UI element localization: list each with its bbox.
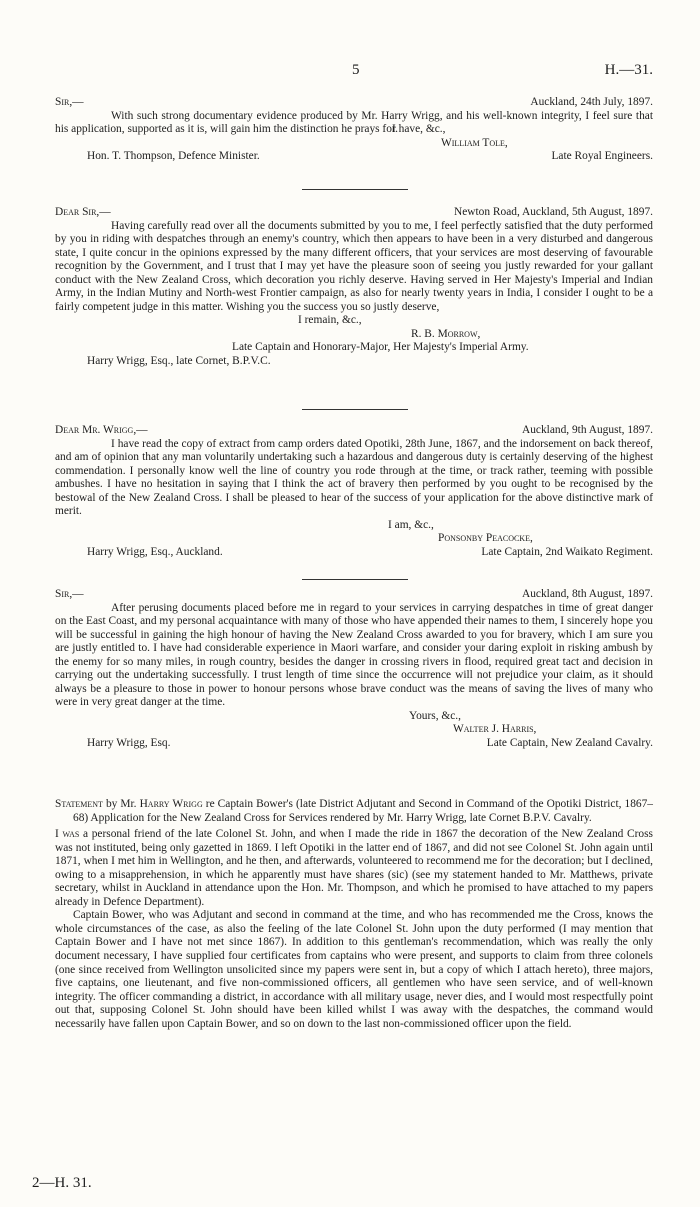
letter-body	[55, 438, 653, 519]
closing: I have, &c.,	[392, 123, 446, 136]
signatory-title: Late Captain and Honorary-Major, Her Majesty's Imperial Army.	[232, 341, 529, 354]
letter-header	[55, 424, 653, 438]
place-date: Auckland, 24th July, 1897.	[530, 96, 653, 108]
closing: Yours, &c.,	[409, 709, 462, 722]
letter-tole	[55, 96, 653, 164]
closing-row	[55, 710, 653, 724]
addressee-row	[55, 546, 653, 560]
letter-morrow	[55, 206, 653, 369]
signature: William Tole,	[441, 136, 508, 149]
signatory-title: Late Captain, New Zealand Cavalry.	[486, 737, 653, 750]
letter-body	[55, 220, 653, 315]
statement-author: Harry Wrigg	[139, 798, 203, 810]
signature-row	[55, 532, 653, 546]
salutation: Dear Mr. Wrigg,—	[55, 424, 148, 436]
addressee-row	[55, 355, 653, 369]
statement-paragraph: Captain Bower, who was Adjutant and second in command at the time, and who has recommended me the Cross, knows the whole circumstances of the case, as also the feeling of the late Colonel St. John upon the duty performed (I may mention that Captain Bower and I have not met since 1867). In addition to this gentleman's recommendation, which was really the only document necessary, I have supplied four certificates from captains who were present, and supports to claim from three colonels (one since received from Wellington unsolicited since my papers were sent in, but a copy of which I attach hereto), three majors, five captains, one lieutenant, and five non-commissioned officers, all gentlemen who have seen service, and of well-known integrity. The officer commanding a district, in accordance with all military usage, never dies, and I would most respectfully point out that, supposing Colonel St. John should have been killed whilst I was away with the despatches, the command would necessarily have fallen upon Captain Bower, and so on down to the last non-commissioned officer upon the field.	[55, 909, 653, 1030]
signature: R. B. Morrow,	[411, 327, 481, 340]
paragraph: After perusing documents placed before me in regard to your services in carrying despatches in time of great danger on the East Coast, and my personal acquaintance with many of those who have appended their names to them, I sincerely hope you will be successful in gaining the high honour of having the New Zealand Cross awarded to you for bravery, which I am sure you are justly entitled to. I have had considerable experience in Maori warfare, and consider your daring exploit in risking ambush by the enemy for so many miles, in rough country, besides the danger in crossing rivers in flood, required great tact and decision in carrying out the undertaking successfully. I trust length of time since the occurrence will not prejudice your claim, as it should always be a pleasure to those in power to honour persons whose brave conduct was the means of saving the lives of many who were in very great danger at the time.	[55, 601, 653, 709]
signatory-title: Late Captain, 2nd Waikato Regiment.	[481, 545, 653, 558]
statement	[55, 798, 653, 1031]
signature-row	[55, 328, 653, 342]
place-date: Auckland, 9th August, 1897.	[522, 424, 653, 436]
letter-header	[55, 588, 653, 602]
addressee: Harry Wrigg, Esq., late Cornet, B.P.V.C.	[87, 355, 271, 368]
paragraph-text: a personal friend of the late Colonel St. John, and when I made the ride in 1867 the decoration of the New Zealand Cross was not instituted, being only gazetted in 1869. I left Opotiki in the latter end of 1867, and did not see Colonel St. John again until 1871, when I met him in Wellington, and he then, and afterwards, volunteered to recommend me for the decoration; but I declined, owing to a misapprehension, in which he apparently must have shares (sic) (see my statement handed to Mr. Matthews, private secretary, whilst in Auckland in attendance upon the Hon. Mr. Thompson, and which he promised to have attached to my papers already in Defence Department).	[55, 828, 653, 908]
addressee: Harry Wrigg, Esq.	[87, 737, 171, 750]
paragraph: Having carefully read over all the documents submitted by you to me, I feel perfectly satisfied that the duty performed by you in riding with despatches through an enemy's country, which then appears to have been in a very disturbed and dangerous state, I quite concur in the opinions expressed by the many different officers, that your services are most deserving of favourable recognition by the Government, and I trust that I may yet have the pleasure soon of seeing you justly rewarded for your gallant conduct with the New Zealand Cross, which decoration you richly deserve. Having served in Her Majesty's Imperial and Indian Army, in the Indian Mutiny and North-west Frontier campaign, as also for nearly twenty years in India, I consider I ought to be a fairly competent judge in this matter. Wishing you the success you so justly deserve,	[55, 219, 653, 313]
addressee-row	[55, 737, 653, 751]
letter-harris	[55, 588, 653, 751]
paper-reference: H.—31.	[604, 62, 653, 78]
page-number: 5	[352, 62, 360, 78]
divider	[302, 189, 408, 190]
signature-row	[55, 723, 653, 737]
addressee: Harry Wrigg, Esq., Auckland.	[87, 545, 223, 558]
letter-body	[55, 602, 653, 710]
signature: Ponsonby Peacocke,	[438, 532, 533, 545]
title-row	[55, 341, 653, 355]
salutation: Sir,—	[55, 588, 84, 600]
closing-row	[55, 123, 653, 137]
signature: Walter J. Harris,	[453, 723, 537, 736]
place-date: Auckland, 8th August, 1897.	[522, 588, 653, 600]
place-date: Newton Road, Auckland, 5th August, 1897.	[453, 206, 653, 218]
page-header	[55, 62, 653, 82]
salutation: Sir,—	[55, 96, 84, 108]
statement-paragraph	[55, 828, 653, 909]
letter-peacocke	[55, 424, 653, 559]
salutation: Dear Sir,—	[55, 206, 111, 218]
divider	[302, 579, 408, 580]
statement-heading	[55, 798, 653, 825]
closing-row	[55, 314, 653, 328]
addressee-row	[55, 150, 653, 164]
closing: I am, &c.,	[388, 518, 434, 531]
closing-row	[55, 519, 653, 533]
statement-by: by Mr.	[105, 798, 137, 810]
divider	[302, 409, 408, 410]
opening-caps: I was	[55, 828, 80, 841]
addressee: Hon. T. Thompson, Defence Minister.	[87, 150, 260, 163]
paragraph: I have read the copy of extract from camp orders dated Opotiki, 28th June, 1867, and the indorsement on back thereof, and am of opinion that any man voluntarily undertaking such a hazardous and dangerous duty is certainly deserving of the highest commendation. I personally know well the line of country you rode through at the time, or track rather, teeming with possible ambushes. I have no hesitation in saying that I think the act of bravery then performed by you ought to be recognised by the bestowal of the New Zealand Cross. I shall be pleased to hear of the success of your application for the above distinctive mark of merit.	[55, 437, 653, 518]
signatory-title: Late Royal Engineers.	[551, 150, 653, 163]
statement-heading-rest: re Captain Bower's (late District Adjutant and Second in Command of the Opotiki District, 1867–68) Application for the New Zealand Cross for Services rendered by Mr. Harry Wrigg, late Cornet B.P.V. Cavalry.	[73, 798, 653, 824]
statement-label: Statement	[55, 798, 103, 810]
signature-row	[55, 137, 653, 151]
letter-header	[55, 206, 653, 220]
closing: I remain, &c.,	[298, 314, 362, 327]
paragraph: With such strong documentary evidence produced by Mr. Harry Wrigg, and his well-known integrity, I feel sure that his application, supported as it is, will gain him the distinction he prays for.	[55, 109, 653, 136]
signature-mark: 2—H. 31.	[32, 1175, 92, 1191]
letter-header	[55, 96, 653, 110]
